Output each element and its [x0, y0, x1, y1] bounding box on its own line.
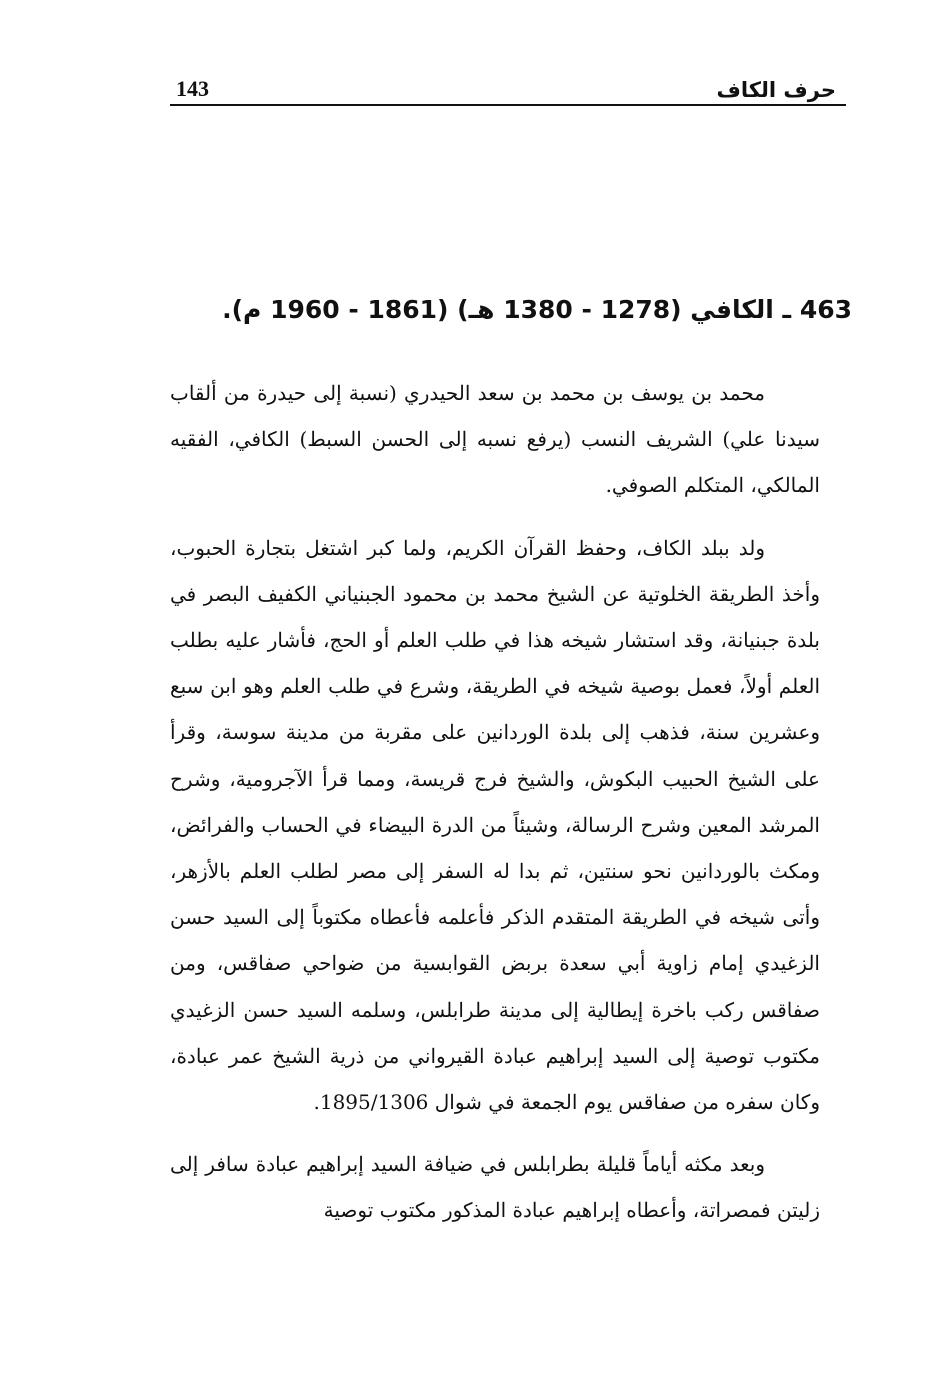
running-head — [170, 72, 846, 106]
page-number: 143 — [176, 76, 209, 101]
entry-body — [170, 370, 820, 1234]
paragraph-travel: وبعد مكثه أياماً قليلة بطرابلس في ضيافة السيد إبراهيم عبادة سافر إلى زليتن فمصراتة، وأعطاه إبراهيم عبادة المذكور مكتوب توصية — [170, 1152, 820, 1223]
entry-heading: 463 ـ الكافي (1278 - 1380 هـ) (1861 - 1960 م). — [222, 295, 852, 324]
header-rule — [170, 104, 846, 106]
paragraph-lineage: محمد بن يوسف بن محمد بن سعد الحيدري (نسبة إلى حيدرة من ألقاب سيدنا علي) الشريف النسب (يرفع نسبه إلى الحسن السبط) الكافي، الفقيه المالكي، المتكلم الصوفي. — [170, 381, 820, 498]
chapter-title: حرف الكاف — [716, 78, 836, 102]
paragraph-biography: ولد ببلد الكاف، وحفظ القرآن الكريم، ولما كبر اشتغل بتجارة الحبوب، وأخذ الطريقة الخلوتية عن الشيخ محمد بن محمود الجبنياني الكفيف البصر في بلدة جبنيانة، وقد استشار شيخه هذا في طلب العلم أو الحج، فأشار عليه بطلب العلم أولاً، فعمل بوصية شيخه في الطريقة، وشرع في طلب العلم وهو ابن سبع وعشرين سنة، فذهب إلى بلدة الوردانين على مقربة من مدينة سوسة، وقرأ على الشيخ الحبيب البكوش، والشيخ فرج قريسة، ومما قرأ الآجرومية، وشرح المرشد المعين وشرح الرسالة، وشيئاً من الدرة البيضاء في الحساب والفرائض، ومكث بالوردانين نحو سنتين، ثم بدا له السفر إلى مصر لطلب العلم بالأزهر، وأتى شيخه في الطريقة المتقدم الذكر فأعلمه فأعطاه مكتوباً إلى السيد حسن الزغيدي إمام زاوية أبي سعدة بربض القوابسية من ضواحي صفاقس، ومن صفاقس ركب باخرة إيطالية إلى مدينة طرابلس، وسلمه السيد حسن الزغيدي مكتوب توصية إلى السيد إبراهيم عبادة القيرواني من ذرية الشيخ عمر عبادة، وكان سفره من صفاقس يوم الجمعة في شوال 1895/1306. — [170, 535, 821, 1115]
